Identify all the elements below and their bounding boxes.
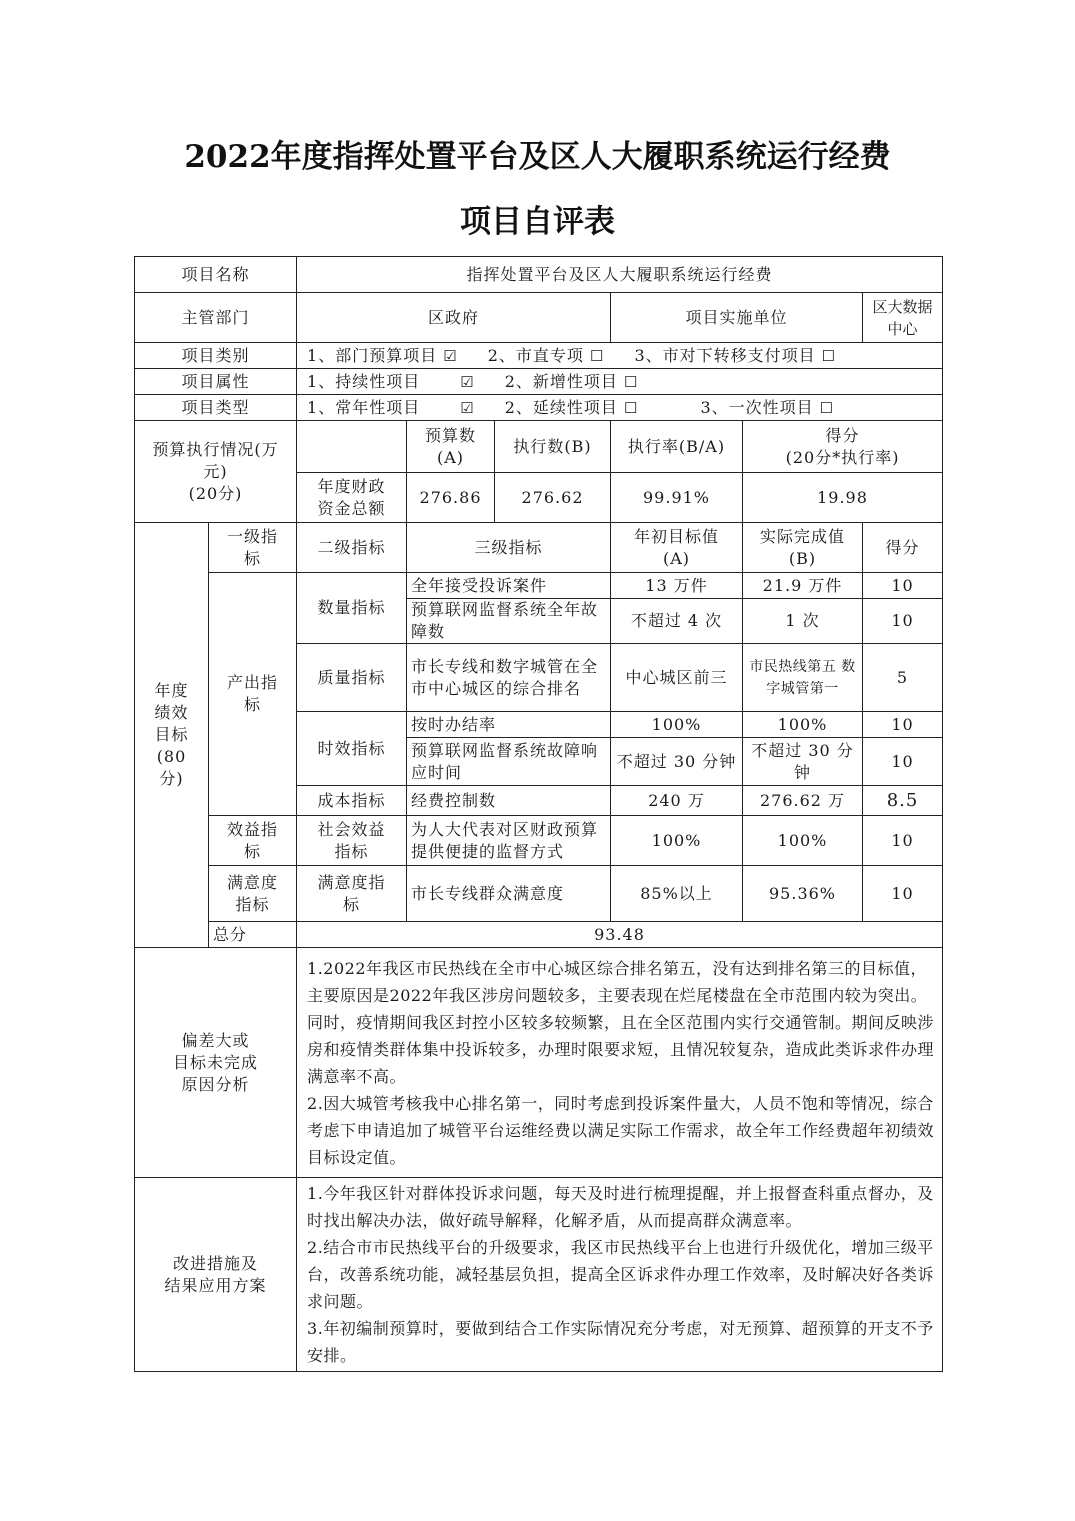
target-cell: 240 万 bbox=[611, 786, 743, 816]
total-label: 总分 bbox=[209, 922, 297, 948]
deviation-analysis bbox=[297, 948, 943, 1178]
level2-header: 二级指标 bbox=[297, 523, 407, 573]
target-cell: 不超过 30 分钟 bbox=[611, 738, 743, 786]
target-cell: 不超过 4 次 bbox=[611, 599, 743, 644]
social-subgroup-label: 社会效益 指标 bbox=[297, 816, 407, 866]
row-improvement bbox=[135, 1178, 943, 1372]
indicator-cell: 经费控制数 bbox=[407, 786, 611, 816]
improvement-paragraph: 2.结合市市民热线平台的升级要求，我区市民热线平台上也进行升级优化，增加三级平台，改善系统功能，减轻基层负担，提高全区诉求件办理工作效率，及时解决好各类诉求问题。 bbox=[307, 1238, 935, 1311]
rate-value: 99.91% bbox=[611, 473, 743, 523]
checkbox-checked-icon[interactable]: ☑ bbox=[460, 372, 475, 391]
score-cell: 10 bbox=[863, 573, 943, 599]
actual-cell: 市民热线第五 数字城管第一 bbox=[743, 644, 863, 712]
score-value: 19.98 bbox=[743, 473, 943, 523]
row-project-name bbox=[135, 257, 943, 293]
exec-b-header: 执行数(B) bbox=[495, 421, 611, 473]
category-label: 项目类别 bbox=[135, 343, 297, 369]
actual-cell: 100% bbox=[743, 712, 863, 738]
score-cell: 10 bbox=[863, 738, 943, 786]
improvement-label: 改进措施及 结果应用方案 bbox=[135, 1178, 297, 1372]
checkbox-empty-icon[interactable]: ☐ bbox=[589, 346, 605, 365]
level1-header: 一级指 标 bbox=[209, 523, 297, 573]
row-department bbox=[135, 293, 943, 343]
type-label: 项目类型 bbox=[135, 395, 297, 421]
type-options bbox=[297, 395, 943, 421]
improvement-paragraph: 1.今年我区针对群体投诉求问题，每天及时进行梳理提醒，并上报督查科重点督办，及时找出解决办法，做好疏导解释，化解矛盾，从而提高群众满意率。 bbox=[307, 1184, 934, 1230]
checkbox-empty-icon[interactable]: ☐ bbox=[623, 398, 639, 417]
improvement-paragraph: 3.年初编制预算时，要做到结合工作实际情况充分考虑，对无预算、超预算的开支不予安排。 bbox=[307, 1319, 934, 1365]
target-header: 年初目标值 (A) bbox=[611, 523, 743, 573]
target-cell: 100% bbox=[611, 712, 743, 738]
row-type bbox=[135, 395, 943, 421]
actual-cell: 21.9 万件 bbox=[743, 573, 863, 599]
total-value: 93.48 bbox=[297, 922, 943, 948]
deviation-paragraph: 1.2022年我区市民热线在全市中心城区综合排名第五，没有达到排名第三的目标值，主要原因是2022年我区涉房问题较多，主要表现在烂尾楼盘在全市范围内较为突出。同时，疫情期间我区封控小区较多较频繁，且在全区范围内实行交通管制。期间反映涉房和疫情类群体集中投诉较多，办理时限要求短，且情况较复杂，造成此类诉求件办理满意率不高。 bbox=[307, 958, 935, 1086]
row-deviation bbox=[135, 948, 943, 1178]
target-cell: 85%以上 bbox=[611, 866, 743, 922]
actual-cell: 95.36% bbox=[743, 866, 863, 922]
deviation-label: 偏差大或 目标未完成 原因分析 bbox=[135, 948, 297, 1178]
indicator-cell: 市长专线群众满意度 bbox=[407, 866, 611, 922]
self-evaluation-table bbox=[134, 256, 943, 1372]
score-cell: 10 bbox=[863, 866, 943, 922]
impl-unit-value: 区大数据中心 bbox=[863, 293, 943, 343]
budget-section-label: 预算执行情况(万 元) (20分) bbox=[135, 421, 297, 523]
budget-a-value: 276.86 bbox=[407, 473, 495, 523]
actual-cell: 1 次 bbox=[743, 599, 863, 644]
dept-value: 区政府 bbox=[297, 293, 611, 343]
project-name-label: 项目名称 bbox=[135, 257, 297, 293]
attribute-option-1: 1、持续性项目 ☑ bbox=[307, 371, 475, 391]
improvement-plan bbox=[297, 1178, 943, 1372]
row-budget-header bbox=[135, 421, 943, 473]
budget-row-label: 年度财政 资金总额 bbox=[297, 473, 407, 523]
score-cell: 10 bbox=[863, 712, 943, 738]
impl-unit-label: 项目实施单位 bbox=[611, 293, 863, 343]
row-category bbox=[135, 343, 943, 369]
checkbox-checked-icon[interactable]: ☑ bbox=[460, 398, 475, 417]
category-option-2: 2、市直专项 ☐ bbox=[487, 345, 605, 365]
indicator-cell: 预算联网监督系统全年故障数 bbox=[407, 599, 611, 644]
checkbox-empty-icon[interactable]: ☐ bbox=[819, 398, 835, 417]
checkbox-checked-icon[interactable]: ☑ bbox=[443, 346, 458, 365]
satisfaction-group-label: 满意度 指标 bbox=[209, 866, 297, 922]
benefit-group-label: 效益指 标 bbox=[209, 816, 297, 866]
row-total bbox=[135, 922, 943, 948]
quantity-subgroup-label: 数量指标 bbox=[297, 573, 407, 644]
table-row bbox=[135, 816, 943, 866]
timeliness-subgroup-label: 时效指标 bbox=[297, 712, 407, 786]
indicator-cell: 按时办结率 bbox=[407, 712, 611, 738]
attribute-option-2: 2、新增性项目 ☐ bbox=[504, 371, 639, 391]
score-col-header: 得分 bbox=[863, 523, 943, 573]
checkbox-empty-icon[interactable]: ☐ bbox=[623, 372, 639, 391]
budget-a-header: 预算数 (A) bbox=[407, 421, 495, 473]
indicator-cell: 全年接受投诉案件 bbox=[407, 573, 611, 599]
table-row bbox=[135, 573, 943, 599]
indicator-cell: 市长专线和数字城管在全市中心城区的综合排名 bbox=[407, 644, 611, 712]
checkbox-empty-icon[interactable]: ☐ bbox=[821, 346, 837, 365]
table-row bbox=[135, 866, 943, 922]
target-cell: 100% bbox=[611, 816, 743, 866]
document-title: 2022年度指挥处置平台及区人大履职系统运行经费 bbox=[184, 139, 891, 175]
row-attribute bbox=[135, 369, 943, 395]
satisfaction-subgroup-label: 满意度指 标 bbox=[297, 866, 407, 922]
actual-cell: 276.62 万 bbox=[743, 786, 863, 816]
row-performance-header bbox=[135, 523, 943, 573]
project-name-value: 指挥处置平台及区人大履职系统运行经费 bbox=[297, 257, 943, 293]
deviation-paragraph: 2.因大城管考核我中心排名第一，同时考虑到投诉案件量大，人员不饱和等情况，综合考虑下申请追加了城管平台运维经费以满足实际工作需求，故全年工作经费超年初绩效目标设定值。 bbox=[307, 1093, 935, 1167]
target-cell: 中心城区前三 bbox=[611, 644, 743, 712]
document-subtitle: 项目自评表 bbox=[460, 204, 615, 240]
score-cell: 10 bbox=[863, 816, 943, 866]
attribute-label: 项目属性 bbox=[135, 369, 297, 395]
rate-header: 执行率(B/A) bbox=[611, 421, 743, 473]
indicator-cell: 预算联网监督系统故障响应时间 bbox=[407, 738, 611, 786]
budget-blank-header bbox=[297, 421, 407, 473]
exec-b-value: 276.62 bbox=[495, 473, 611, 523]
indicator-cell: 为人大代表对区财政预算提供便捷的监督方式 bbox=[407, 816, 611, 866]
output-group-label: 产出指 标 bbox=[209, 573, 297, 816]
actual-header: 实际完成值 (B) bbox=[743, 523, 863, 573]
quality-subgroup-label: 质量指标 bbox=[297, 644, 407, 712]
score-header: 得分 (20分*执行率) bbox=[743, 421, 943, 473]
type-option-1: 1、常年性项目 ☑ bbox=[307, 397, 475, 417]
performance-section-label: 年度 绩效 目标 (80 分) bbox=[135, 523, 209, 948]
category-option-1: 1、部门预算项目 ☑ bbox=[307, 345, 458, 365]
score-cell: 8.5 bbox=[863, 786, 943, 816]
level3-header: 三级指标 bbox=[407, 523, 611, 573]
actual-cell: 100% bbox=[743, 816, 863, 866]
attribute-options bbox=[297, 369, 943, 395]
cost-subgroup-label: 成本指标 bbox=[297, 786, 407, 816]
score-cell: 10 bbox=[863, 599, 943, 644]
dept-label: 主管部门 bbox=[135, 293, 297, 343]
category-option-3: 3、市对下转移支付项目 ☐ bbox=[634, 345, 837, 365]
type-option-2: 2、延续性项目 ☐ bbox=[504, 397, 639, 417]
category-options bbox=[297, 343, 943, 369]
type-option-3: 3、一次性项目 ☐ bbox=[700, 397, 835, 417]
actual-cell: 不超过 30 分钟 bbox=[743, 738, 863, 786]
target-cell: 13 万件 bbox=[611, 573, 743, 599]
score-cell: 5 bbox=[863, 644, 943, 712]
